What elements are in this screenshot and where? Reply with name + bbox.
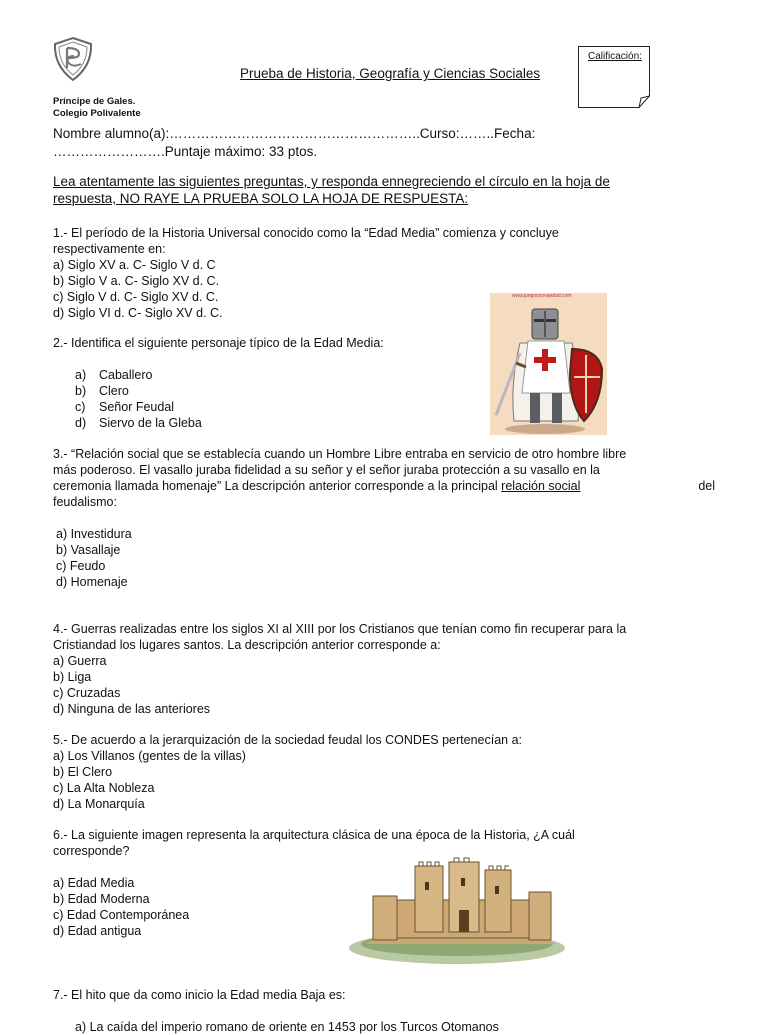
option: d) Homenaje bbox=[56, 575, 128, 589]
option: b) Vasallaje bbox=[56, 543, 121, 557]
underlined-term: relación social bbox=[501, 479, 581, 493]
option-key: b) bbox=[75, 384, 87, 398]
grade-box bbox=[578, 46, 650, 108]
option: a) Guerra bbox=[53, 654, 107, 668]
option-text: Clero bbox=[99, 384, 129, 398]
instructions-line1: Lea atentamente las siguientes preguntas, y responda ennegreciendo el círculo en la hoja de bbox=[53, 174, 610, 189]
option: a) Los Villanos (gentes de la villas) bbox=[53, 749, 246, 763]
image-caption: www.juegosnovaedad.com bbox=[512, 293, 572, 299]
option: c) Feudo bbox=[56, 559, 106, 573]
question-2 bbox=[53, 335, 483, 431]
option-text: Siervo de la Gleba bbox=[99, 416, 202, 430]
option-text: Caballero bbox=[99, 368, 153, 382]
question-text: 5.- De acuerdo a la jerarquización de la sociedad feudal los CONDES pertenecían a: bbox=[53, 733, 523, 747]
question-text bbox=[53, 478, 715, 494]
question-5 bbox=[53, 732, 715, 812]
score-line: …………………….Puntaje máximo: 33 ptos. bbox=[53, 144, 318, 159]
question-text: respectivamente en: bbox=[53, 242, 166, 256]
option: b) Siglo V a. C- Siglo XV d. C. bbox=[53, 274, 220, 288]
option: b) Liga bbox=[53, 670, 92, 684]
knight-figure-icon bbox=[490, 293, 607, 435]
question-1 bbox=[53, 225, 715, 321]
question-text: 2.- Identifica el siguiente personaje típico de la Edad Media: bbox=[53, 336, 384, 350]
option bbox=[53, 383, 483, 399]
question-text: 3.- “Relación social que se establecía cuando un Hombre Libre entraba en servicio de otro hombre libre bbox=[53, 447, 627, 461]
question-text: corresponde? bbox=[53, 844, 130, 858]
option bbox=[53, 399, 483, 415]
option-text: Señor Feudal bbox=[99, 400, 175, 414]
option-key: c) bbox=[75, 400, 86, 414]
crusader-knight-image bbox=[490, 293, 607, 435]
school-name-line2: Colegio Polivalente bbox=[53, 108, 141, 119]
option-key: a) bbox=[75, 368, 87, 382]
option: a) Edad Media bbox=[53, 876, 135, 890]
school-crest-logo bbox=[52, 36, 94, 82]
question-text: 7.- El hito que da como inicio la Edad media Baja es: bbox=[53, 988, 346, 1002]
option-key: d) bbox=[75, 416, 87, 430]
option: d) Siglo VI d. C- Siglo XV d. C. bbox=[53, 306, 223, 320]
option bbox=[53, 367, 483, 383]
question-text: feudalismo: bbox=[53, 495, 117, 509]
question-text: 6.- La siguiente imagen representa la arquitectura clásica de una época de la Historia, ¿A cuál bbox=[53, 828, 575, 842]
question-4 bbox=[53, 621, 715, 717]
option: c) Edad Contemporánea bbox=[53, 908, 190, 922]
option: b) El Clero bbox=[53, 765, 113, 779]
option: d) Edad antigua bbox=[53, 924, 142, 938]
question-text: más poderoso. El vasallo juraba fidelidad a su señor y el señor juraba protección a su vasallo en la bbox=[53, 463, 600, 477]
option: c) La Alta Nobleza bbox=[53, 781, 155, 795]
question-text: Cristiandad los lugares santos. La descripción anterior corresponde a: bbox=[53, 638, 441, 652]
instructions-line2: respuesta, NO RAYE LA PRUEBA SOLO LA HOJA DE RESPUESTA: bbox=[53, 191, 469, 206]
question-text-part: del bbox=[698, 479, 715, 493]
option: c) Siglo V d. C- Siglo XV d. C. bbox=[53, 290, 219, 304]
student-info-line: Nombre alumno(a):………………………………………………..Curso:……..Fecha: bbox=[53, 126, 536, 141]
option: d) Ninguna de las anteriores bbox=[53, 702, 211, 716]
option: d) La Monarquía bbox=[53, 797, 145, 811]
option: a) La caída del imperio romano de oriente en 1453 por los Turcos Otomanos bbox=[75, 1020, 499, 1034]
option: b) Edad Moderna bbox=[53, 892, 150, 906]
question-text: 4.- Guerras realizadas entre los siglos XI al XIII por los Cristianos que tenían como fin recuperar para la bbox=[53, 622, 627, 636]
test-title: Prueba de Historia, Geografía y Ciencias Sociales bbox=[240, 66, 541, 81]
school-name bbox=[53, 96, 141, 120]
grade-label: Calificación: bbox=[588, 51, 642, 62]
question-7 bbox=[53, 987, 715, 1035]
question-3 bbox=[53, 446, 715, 590]
question-text: 1.- El período de la Historia Universal conocido como la “Edad Media” comienza y concluye bbox=[53, 226, 559, 240]
medieval-castle-image bbox=[345, 852, 567, 964]
option bbox=[53, 415, 483, 431]
school-name-line1: Príncipe de Gales. bbox=[53, 96, 136, 107]
option: a) Siglo XV a. C- Siglo V d. C bbox=[53, 258, 216, 272]
question-text-part: ceremonia llamada homenaje” La descripción anterior corresponde a la principal bbox=[53, 479, 502, 493]
option: a) Investidura bbox=[56, 527, 132, 541]
option: c) Cruzadas bbox=[53, 686, 121, 700]
